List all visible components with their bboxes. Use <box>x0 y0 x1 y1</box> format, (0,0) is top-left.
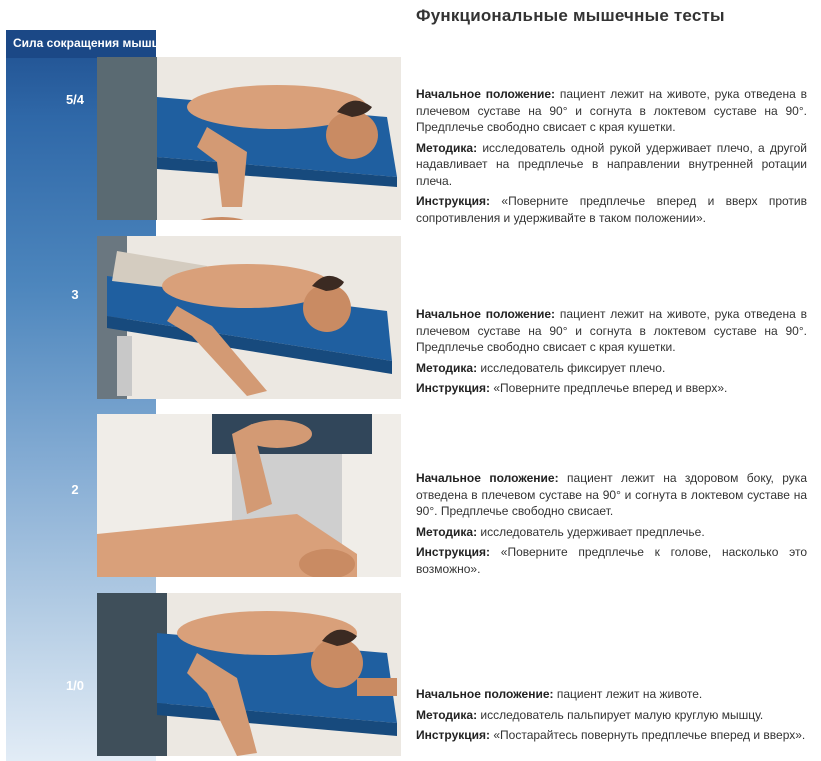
test-photo <box>97 593 401 756</box>
instruction-text: «Поверните предплечье к голове, насколько это возможно». <box>416 545 807 576</box>
strength-scale-title: Сила сокращения мышц <box>13 36 159 50</box>
instruction <box>416 380 807 397</box>
grade-label: 5/4 <box>65 92 85 107</box>
page-title: Функциональные мышечные тесты <box>416 6 725 25</box>
method <box>416 140 807 190</box>
start-position-text: пациент лежит на животе, рука отведена в плечевом суставе на 90° и согнута в локтевом суставе на 90°. Предплечье свободно свисает с края кушетки. <box>416 87 807 134</box>
grade-label: 2 <box>71 482 79 497</box>
test-photo <box>97 414 401 577</box>
instruction <box>416 727 807 744</box>
method-text: исследователь пальпирует малую круглую мышцу. <box>480 707 764 722</box>
grade-label: 3 <box>71 287 79 302</box>
start-position-text: пациент лежит на здоровом боку, рука отведена в плечевом суставе на 90° и согнута в локтевом суставе на 90°. Предплечье свободно свисает. <box>416 471 807 518</box>
instruction-text: «Поверните предплечье вперед и вверх». <box>493 381 728 395</box>
instruction-label: Инструкция: <box>416 728 491 742</box>
method-label: Методика: <box>416 707 478 722</box>
method-text: исследователь одной рукой удерживает плечо, а другой надавливает на предплечье в направлении внутренней ротации плеча. <box>416 140 807 188</box>
start-position-text: пациент лежит на животе. <box>556 687 703 701</box>
instruction-text: «Поверните предплечье вперед и вверх против сопротивления и удерживайте в таком положении». <box>416 194 808 225</box>
start-position <box>416 306 807 356</box>
instruction-label: Инструкция: <box>416 194 491 208</box>
start-position-text: пациент лежит на животе, рука отведена в плечевом суставе на 90° и согнута в локтевом суставе на 90°. Предплечье свободно свисает с края кушетки. <box>416 307 807 354</box>
start-position <box>416 470 807 520</box>
test-photo <box>97 57 401 220</box>
start-position-label: Начальное положение: <box>416 307 556 321</box>
test-description <box>416 470 807 581</box>
start-position-label: Начальное положение: <box>416 687 554 701</box>
grade-label: 1/0 <box>65 678 85 693</box>
instruction-text: «Постарайтесь повернуть предплечье вперед и вверх». <box>493 728 806 742</box>
start-position <box>416 686 807 703</box>
method <box>416 360 807 377</box>
method-label: Методика: <box>416 140 478 155</box>
instruction-label: Инструкция: <box>416 381 491 395</box>
test-description <box>416 306 807 401</box>
test-photo <box>97 236 401 399</box>
instruction <box>416 193 807 226</box>
method-label: Методика: <box>416 360 478 375</box>
method-label: Методика: <box>416 524 478 539</box>
method <box>416 524 807 541</box>
method <box>416 707 807 724</box>
start-position <box>416 86 807 136</box>
start-position-label: Начальное положение: <box>416 87 556 101</box>
test-description <box>416 86 807 230</box>
method-text: исследователь фиксирует плечо. <box>480 360 666 375</box>
test-description <box>416 686 807 748</box>
method-text: исследователь удерживает предплечье. <box>480 524 705 539</box>
instruction-label: Инструкция: <box>416 545 491 559</box>
instruction <box>416 544 807 577</box>
start-position-label: Начальное положение: <box>416 471 559 485</box>
